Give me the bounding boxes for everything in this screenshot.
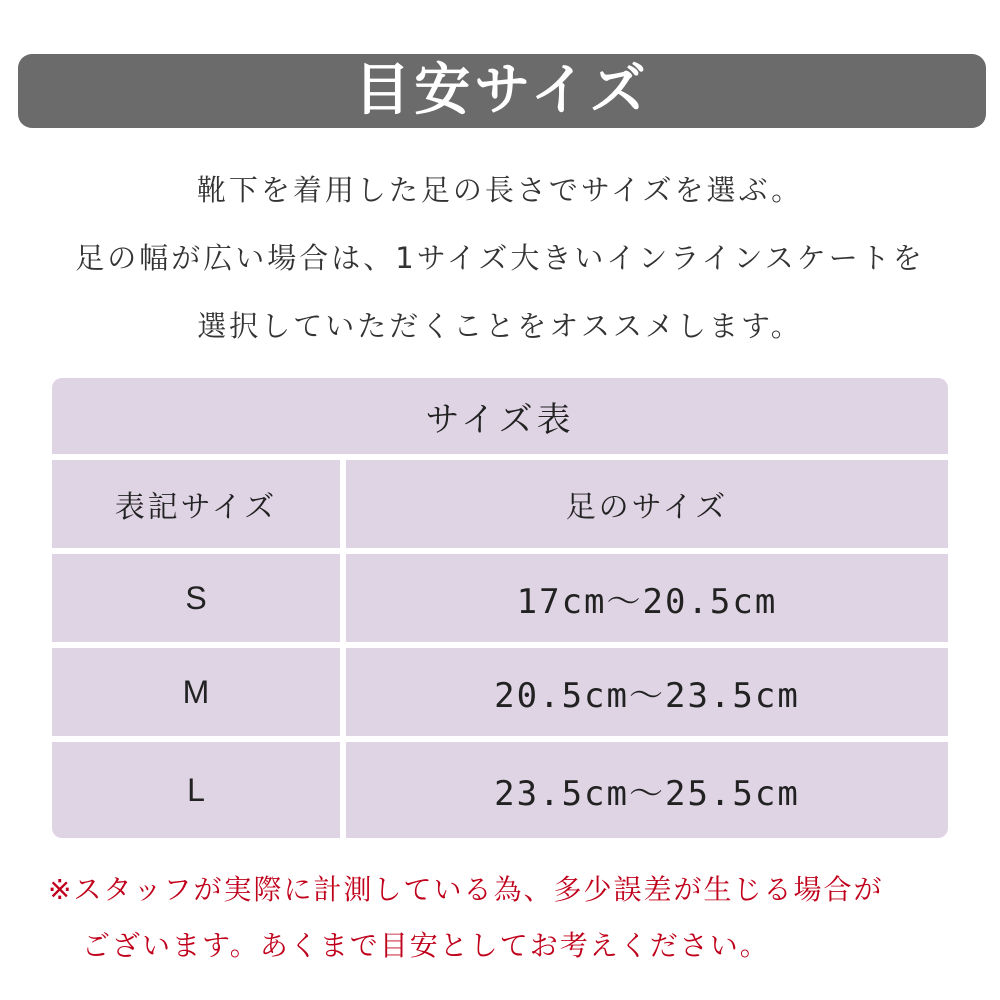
table-cell-range: 20.5cm〜23.5cm bbox=[346, 648, 948, 736]
intro-line: 選択していただくことをオススメします。 bbox=[197, 309, 803, 343]
table-cell-size: S bbox=[52, 554, 340, 642]
intro-line: 靴下を着用した足の長さでサイズを選ぶ。 bbox=[196, 173, 804, 207]
note-line: ※スタッフが実際に計測している為、多少誤差が生じる場合が bbox=[48, 873, 884, 906]
table-cell-range: 23.5cm〜25.5cm bbox=[346, 742, 948, 838]
intro-text bbox=[0, 160, 1000, 364]
size-table bbox=[52, 378, 948, 838]
table-cell-range: 17cm〜20.5cm bbox=[346, 554, 948, 642]
title-banner bbox=[18, 54, 986, 128]
table-header-foot-size: 足のサイズ bbox=[346, 460, 948, 548]
table-cell-size: L bbox=[52, 742, 340, 838]
table-title: サイズ表 bbox=[52, 378, 948, 454]
note-line: ございます。あくまで目安としてお考えください。 bbox=[82, 929, 770, 962]
disclaimer-note bbox=[48, 866, 988, 978]
intro-line: 足の幅が広い場合は、1サイズ大きいインラインスケートを bbox=[75, 241, 925, 275]
page-title: 目安サイズ bbox=[354, 58, 650, 123]
table-header-size-label: 表記サイズ bbox=[52, 460, 340, 548]
table-cell-size: M bbox=[52, 648, 340, 736]
